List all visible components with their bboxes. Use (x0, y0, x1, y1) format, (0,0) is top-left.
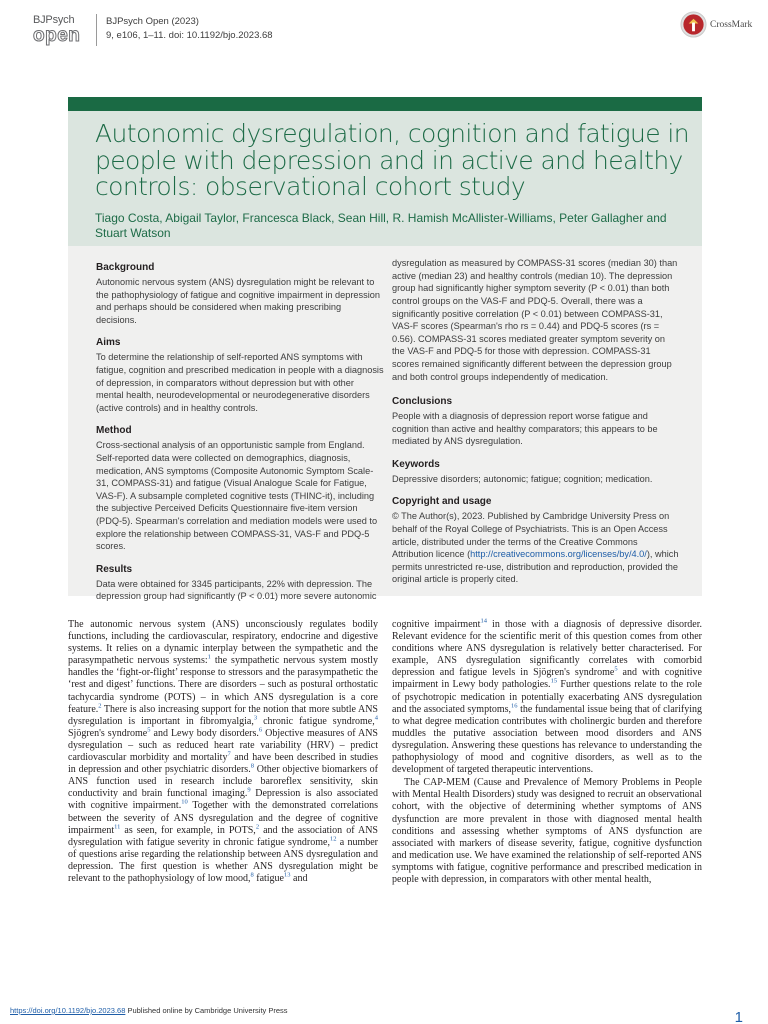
crossmark-icon (680, 11, 707, 38)
results-text-flow: dysregulation as measured by COMPASS-31 scores (median 30) than active (median 23) and healthy controls (median 10). The depression group had significantly higher symptom severity (P < 0.01) than both control groups on the VAS-F and PDQ-5. Overall, there was a significantly positive correlation (P < 0.01) between COMPASS-31, VAS-F scores (Spearman's rho rs = 0.44) and PDQ-5 scores (rs = 0.56). COMPASS-31 scores mediated greater symptom severity on the VAS-F and PDQ-5 for those with depression. COMPASS-31 scores remained significantly different between the depression group and both control groups independently of medication. (392, 258, 678, 382)
intro-paragraph-2: The CAP-MEM (Cause and Prevalence of Memory Problems in People with Mental Health Disorders) study was designed to recruit an observational cohort, with the objective of determining whether symptoms of ANS dysfunction are more prevalent in those with diagnosed mental health conditions and assessing whether symptoms of ANS dysfunction are associated with markers of disease severity, fatigue, cognitive dysfunction and medication use. We have examined the relationship of self-reported ANS symptoms with fatigue, cognitive performance and prescribed medication in people with depression, in comparators with other mental health, (392, 777, 702, 885)
citation-ref[interactable]: 5 (147, 726, 151, 734)
text-run: as seen, for example, in POTS, (120, 824, 256, 836)
citation-ref[interactable]: 16 (511, 702, 518, 710)
results-heading: Results (96, 563, 133, 575)
journal-citation: 9, e106, 1–11. doi: 10.1192/bjo.2023.68 (106, 30, 273, 41)
text-run: chronic fatigue syndrome, (257, 715, 375, 727)
text-run: in those with a diagnosis of depressive disorder. Relevant evidence for the scientific merit of this question comes from other conditions where ANS dysregulation is relatively better characterised. For example, ANS dysregulation significantly correlates with comorbid depression and fatigue levels in Sjögren's syndrome (392, 619, 703, 679)
citation-ref[interactable]: 3 (253, 714, 258, 722)
citation-ref[interactable]: 8 (250, 871, 254, 879)
abstract-right-column (392, 257, 680, 596)
citation-ref[interactable]: 1 (207, 653, 211, 661)
text-run: the fundamental issue being that of clarifying to what degree medication contributes with cholinergic burden and therefore muddles the putative association between mood disorders and ANS dysregulation. Answering these questions has relevance to understanding the pathophysiology of mood and cognitive disorders, as well as to the development of targeted therapeutic interventions. (392, 703, 702, 776)
aims-heading: Aims (96, 337, 121, 349)
results-text-continued (392, 257, 680, 383)
abstract-left-column (96, 261, 384, 613)
logo-text-bottom: open (33, 25, 81, 46)
conclusions-heading: Conclusions (392, 396, 453, 407)
keywords-heading: Keywords (392, 458, 440, 470)
journal-info (106, 15, 273, 43)
citation-ref[interactable]: 2 (98, 702, 102, 710)
text-run: Depression is also associated with cognitive impairment. (68, 788, 378, 812)
conclusions-text: People with a diagnosis of depression report worse fatigue and cognition than active and healthy comparators; this appears to be mediated by ANS dysregulation. (392, 411, 658, 447)
copyright-text-end: ), which permits unrestricted re-use, distribution and reproduction, provided the original article is properly cited. (392, 549, 679, 585)
intro-paragraph-1 (68, 619, 378, 885)
copyright-text-start: © The Author(s), 2023. Published by Cambridge University Press on behalf of the Royal College of Psychiatrists. This is an Open Access article, distributed under the terms of the Creative Commons Attribution licence ( (392, 511, 670, 560)
text-run: and Lewy body disorders. (150, 727, 259, 739)
citation-ref[interactable]: 8 (250, 762, 254, 770)
journal-logo (33, 14, 89, 48)
logo-text-top: BJPsych (33, 14, 75, 26)
body-left-column (68, 619, 378, 885)
crossmark-label: CrossMark (710, 19, 753, 30)
text-run: The autonomic nervous system (ANS) unconsciously regulates bodily functions, including the cardiovascular, respiratory, endocrine and digestive systems. It relies on a dynamic interplay between the sympathetic and the parasympathetic nervous systems: (68, 619, 378, 667)
method-heading: Method (96, 425, 132, 437)
text-run: a number of questions arise regarding the relationship between ANS dysregulation and depression. The first question is whether ANS dysregulation might be relevant to the pathophysiology of low mood, (68, 836, 378, 884)
aims-text: To determine the relationship of self-reported ANS symptoms with fatigue, cognition and prescribed medication in people with a diagnosis of depression, in comparators without depression but with other mental health, neurodevelopmental or neurodegenerative disorders (active controls) and in healthy controls. (96, 352, 384, 413)
text-run: There is also increasing support for the notion that more subtle ANS dysregulation is important in fibromyalgia, (68, 703, 378, 727)
citation-ref[interactable]: 6 (258, 726, 263, 734)
text-run: cognitive impairment (392, 619, 481, 630)
citation-ref[interactable]: 14 (480, 617, 487, 625)
citation-ref[interactable]: 2 (255, 823, 260, 831)
page-number: 1 (734, 1009, 743, 1024)
text-run: Sjögren's syndrome (68, 727, 148, 739)
journal-name: BJPsych Open (2023) (106, 16, 199, 27)
citation-ref[interactable]: 15 (550, 678, 558, 686)
text-run: Together with the demonstrated correlations between the severity of ANS dysregulation and the degree of cognitive impairment (68, 800, 378, 836)
published-note: Published online by Cambridge University Press (125, 1006, 288, 1015)
doi-link[interactable]: https://doi.org/10.1192/bjo.2023.68 (10, 1006, 126, 1015)
text-run: and (290, 872, 308, 884)
page-footer (10, 1006, 288, 1015)
article-title: Autonomic dysregulation, cognition and fatigue in people with depression and in active and healthy controls: observational cohort study (95, 119, 689, 201)
text-run: and have been described in studies in depression and other psychiatric disorders. (68, 752, 378, 776)
text-run: fatigue (253, 872, 284, 884)
citation-ref[interactable]: 13 (284, 871, 291, 879)
keywords-text: Depressive disorders; autonomic; fatigue; cognition; medication. (392, 473, 653, 484)
text-run: Further questions relate to the role of psychotropic medication in potentially exacerbating ANS dysregulation and the associated symptoms, (392, 679, 702, 715)
text-run: and the association of ANS dysregulation with fatigue severity in chronic fatigue syndrome, (68, 824, 378, 848)
text-run: the sympathetic nervous system mostly handles the ‘fight-or-flight’ response to stressors and the parasympathetic the ‘rest and digest’ functions. There are disorders – such as postural orthostatic tachycardia syndrome (POTS) – in which ANS dysregulation is a core feature. (68, 655, 378, 715)
text-run: Other objective biomarkers of ANS function used in research include baroreflex sensitivity, skin conductivity and brain functional imaging. (68, 764, 378, 800)
title-accent-bar (68, 97, 702, 111)
background-heading: Background (96, 262, 155, 273)
body-right-column (392, 619, 702, 886)
method-text: Cross-sectional analysis of an opportunistic sample from England. Self-reported data were collected on demographics, diagnosis, medication, ANS symptoms (Composite Autonomic Symptom Scale-31, COMPASS-31) and fatigue (Visual Analogue Scale for Fatigue, VAS-F). A subsample completed cognitive tests (THINC-it), including the subjective Perceived Deficits Questionnaire five-item version (PDQ-5). Spearman's correlation and mediation models were used to explore the relationship between COMPASS-31, VAS-F and PDQ-5 scores. (96, 440, 378, 552)
background-text: Autonomic nervous system (ANS) dysregulation might be relevant to the pathophysiology of fatigue and cognitive impairment in depression and perhaps should be considered when making prescribing decisions. (96, 277, 380, 325)
text-run: and with cognitive impairment in Lewy body pathologies. (392, 667, 702, 691)
citation-ref[interactable]: 11 (114, 823, 121, 831)
citation-ref[interactable]: 9 (247, 786, 251, 794)
citation-ref[interactable]: 12 (329, 835, 337, 843)
header-divider (96, 14, 97, 46)
intro-paragraph-1-continued (392, 619, 702, 776)
license-link[interactable]: http://creativecommons.org/licenses/by/4.0/ (470, 549, 647, 560)
citation-ref[interactable]: 7 (227, 750, 231, 758)
citation-ref[interactable]: 10 (181, 799, 188, 807)
text-run: Objective measures of ANS dysregulation – such as reduced heart rate variability (HRV) – predict cardiovascular morbidity and mortality (68, 727, 378, 764)
results-text: Data were obtained for 3345 participants, 22% with depression. The depression group had significantly (P < 0.01) more severe autonomic (96, 578, 377, 602)
copyright-heading: Copyright and usage (392, 496, 492, 508)
copyright-text (392, 510, 680, 586)
citation-ref[interactable]: 5 (614, 666, 618, 674)
citation-ref[interactable]: 4 (374, 714, 378, 722)
article-authors: Tiago Costa, Abigail Taylor, Francesca Black, Sean Hill, R. Hamish McAllister-Williams, Peter Gallagher and Stuart Watson (95, 211, 667, 240)
crossmark-badge[interactable] (680, 11, 752, 38)
